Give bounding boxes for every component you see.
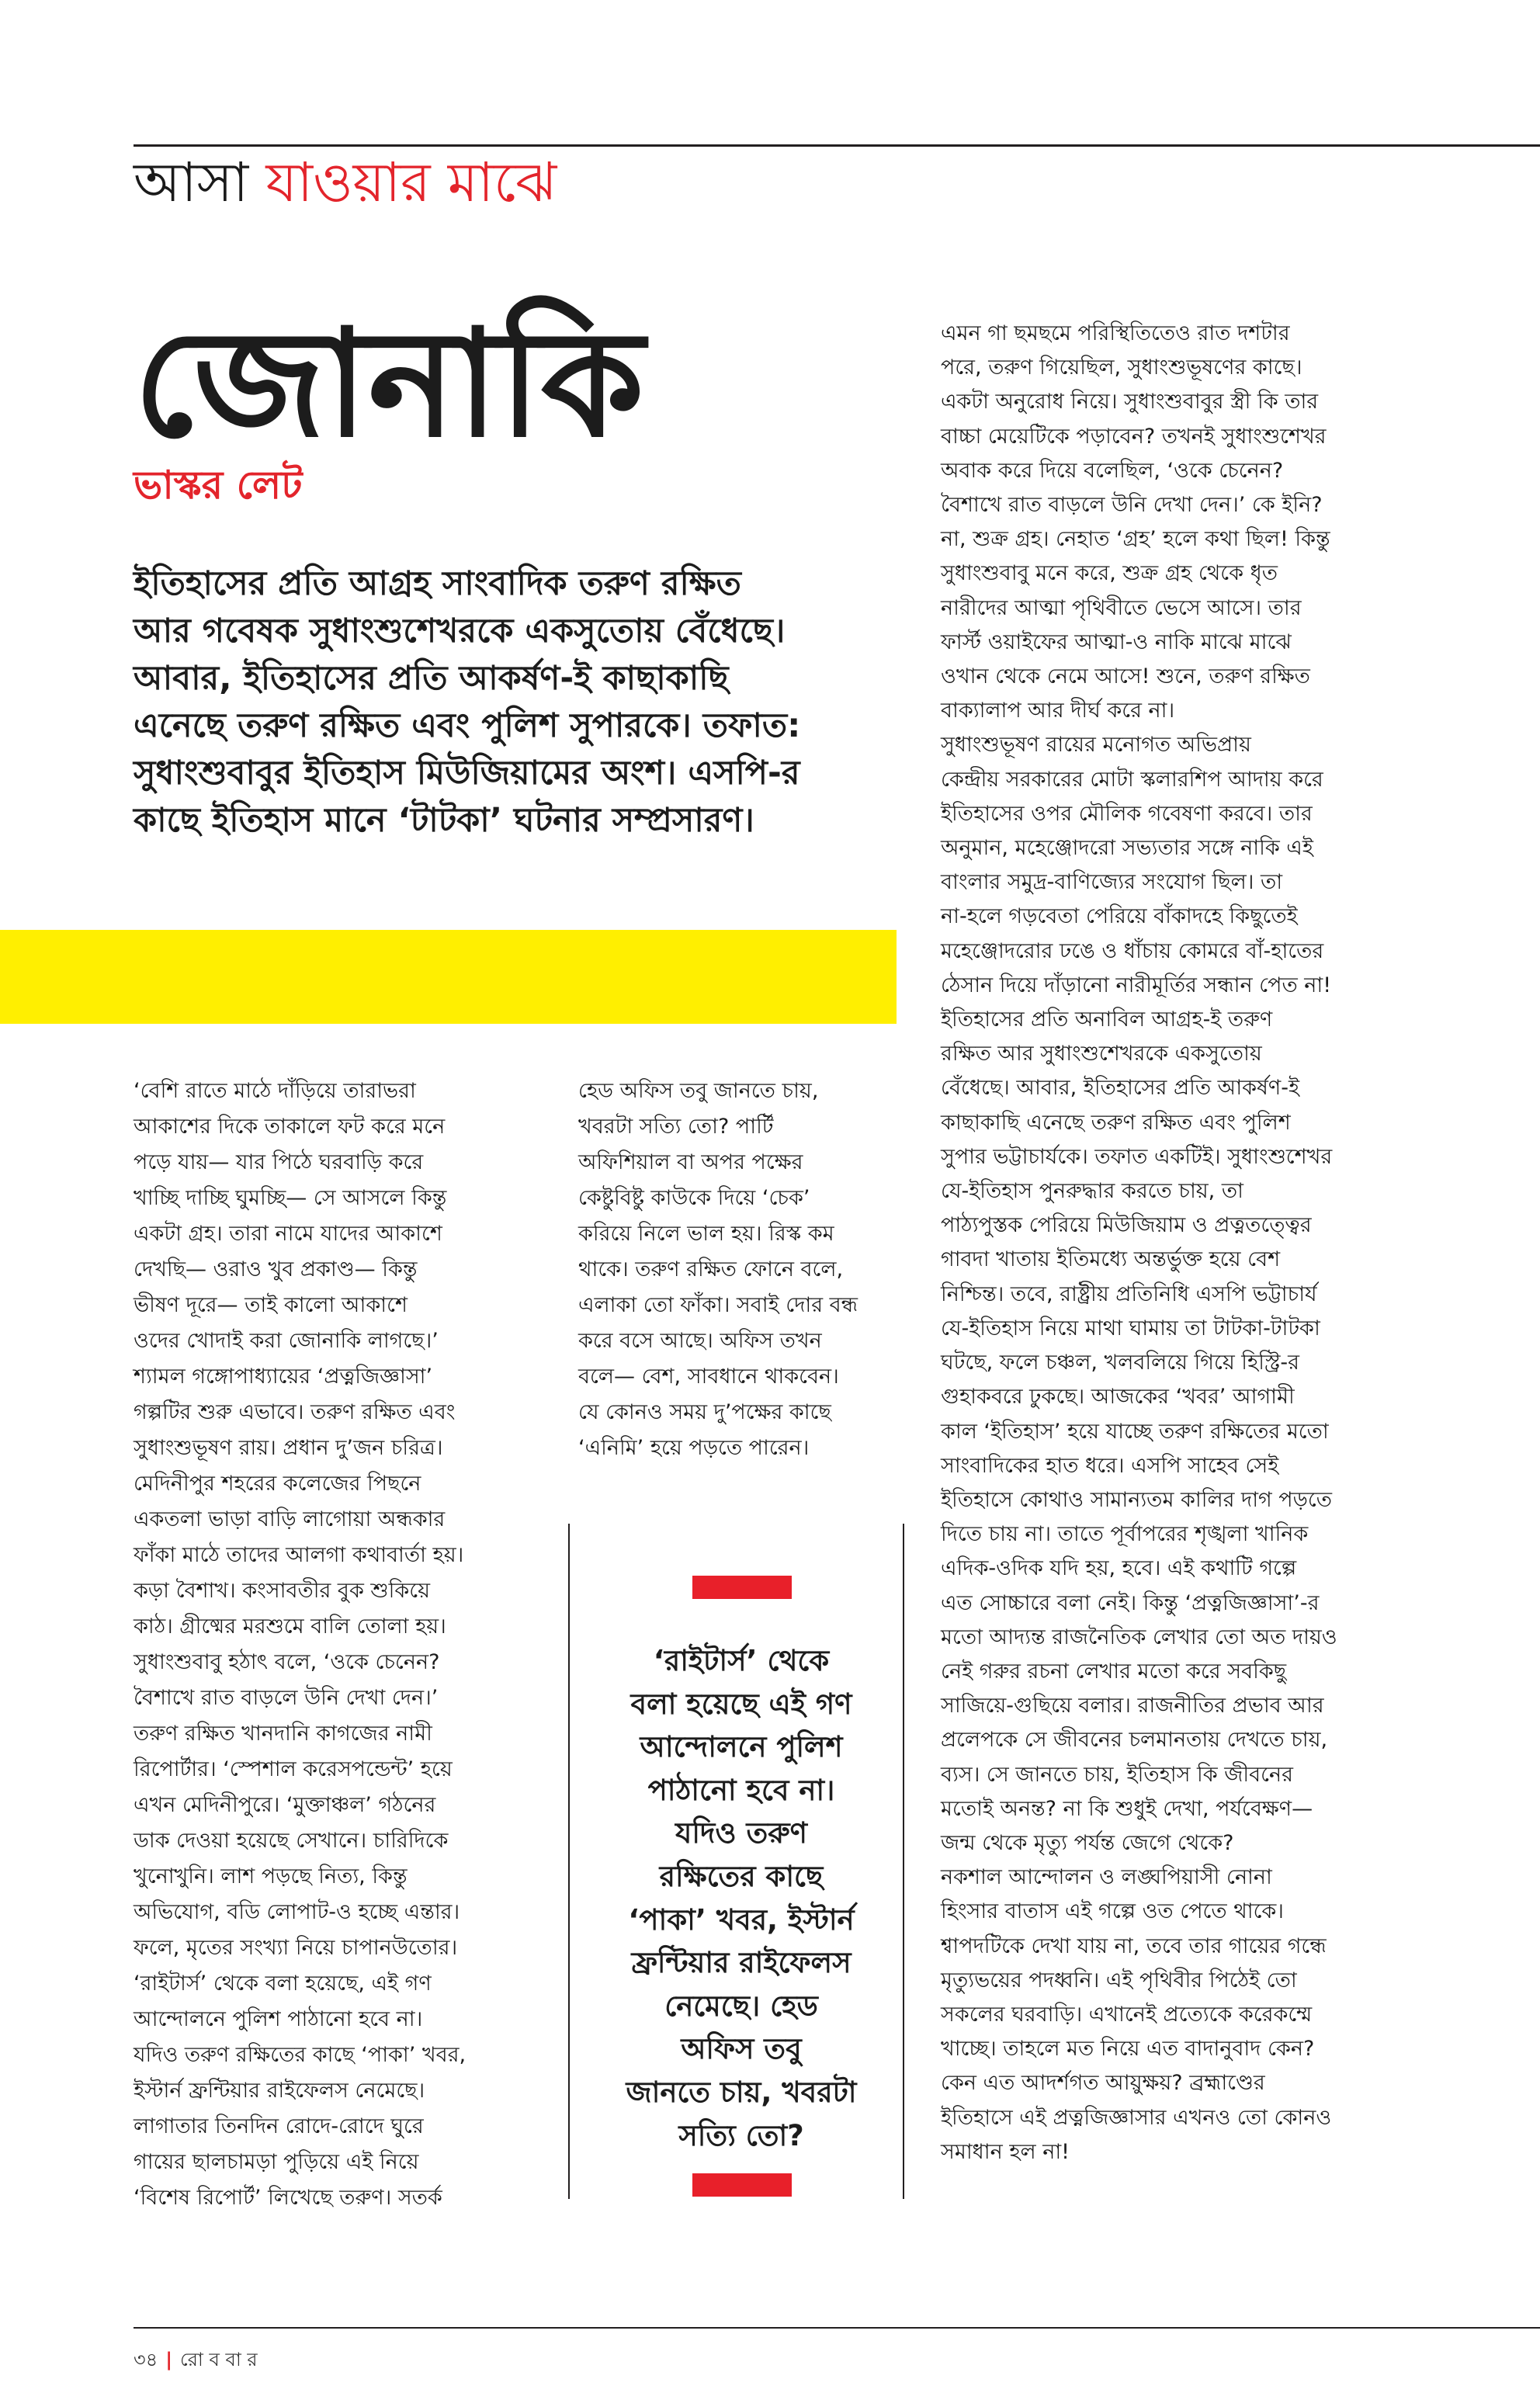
body-line: কাঠ। গ্রীষ্মের মরশুমে বালি তোলা হয়। bbox=[134, 1614, 446, 1639]
body-line: খাচ্ছি দাচ্ছি ঘুমচ্ছি— সে আসলে কিন্তু bbox=[134, 1186, 447, 1210]
pull-quote-line: রক্ষিতের কাছে bbox=[659, 1859, 824, 1893]
bottom-rule bbox=[134, 2327, 1540, 2329]
body-line: বাচ্চা মেয়েটিকে পড়াবেন? তখনই সুধাংশুশেখর bbox=[941, 424, 1327, 449]
body-line: অনুমান, মহেঞ্জোদরো সভ্যতার সঙ্গে নাকি এই bbox=[941, 836, 1313, 861]
section-label-part1: আসা bbox=[134, 151, 249, 214]
body-line: ঠেসান দিয়ে দাঁড়ানো নারীমূর্তির সন্ধান পেত না! bbox=[941, 973, 1332, 997]
pull-quote-line: ‘পাকা’ খবর, ইস্টার্ন bbox=[628, 1902, 855, 1937]
body-line: হিংসার বাতাস এই গল্পে ওত পেতে থাকে। bbox=[941, 1899, 1284, 1924]
column-divider bbox=[568, 1524, 570, 2199]
pull-quote-line: জানতে চায়, খবরটা bbox=[626, 2075, 857, 2109]
body-line: সুধাংশুবাবু মনে করে, শুক্র গ্রহ থেকে ধৃত bbox=[941, 561, 1278, 586]
body-line: বেঁধেছে। আবার, ইতিহাসের প্রতি আকর্ষণ-ই bbox=[941, 1076, 1300, 1101]
body-line: নিশ্চিন্ত। তবে, রাষ্ট্রীয় প্রতিনিধি এসপি ভট্টাচার্য bbox=[941, 1281, 1317, 1306]
body-line: কড়া বৈশাখ। কংসাবতীর বুক শুকিয়ে bbox=[134, 1579, 431, 1603]
body-column-2 bbox=[578, 1073, 858, 1466]
body-column-3 bbox=[941, 317, 1337, 2169]
body-line: বাংলার সমুদ্র-বাণিজ্যের সংযোগ ছিল। তা bbox=[941, 870, 1283, 895]
body-line: সাজিয়ে-গুছিয়ে বলার। রাজনীতির প্রভাব আর bbox=[941, 1694, 1324, 1718]
body-line: ব্যস। সে জানতে চায়, ইতিহাস কি জীবনের bbox=[941, 1762, 1293, 1787]
body-line: এমন গা ছমছমে পরিস্থিতিতেও রাত দশটার bbox=[941, 321, 1290, 345]
body-line: কেষ্টুবিষ্টু কাউকে দিয়ে ‘চেক’ bbox=[578, 1186, 810, 1210]
pull-quote-box bbox=[578, 1576, 904, 2197]
body-line: লাগাতার তিনদিন রোদে-রোদে ঘুরে bbox=[134, 2114, 424, 2138]
body-line: করে বসে আছে। অফিস তখন bbox=[578, 1329, 822, 1353]
pull-quote-line: সত্যি তো? bbox=[678, 2118, 804, 2152]
body-line: জন্ম থেকে মৃত্যু পর্যন্ত জেগে থেকে? bbox=[941, 1830, 1234, 1855]
body-line: মতো আদ্যন্ত রাজনৈতিক লেখার তো অত দায়ও bbox=[941, 1625, 1337, 1649]
body-line: যদিও তরুণ রক্ষিতের কাছে ‘পাকা’ খবর, bbox=[134, 2043, 467, 2067]
body-line: ইতিহাসের প্রতি অনাবিল আগ্রহ-ই তরুণ bbox=[941, 1007, 1273, 1032]
body-line: সুধাংশুভূষণ রায়। প্রধান দু’জন চরিত্র। bbox=[134, 1436, 443, 1460]
body-line: মৃত্যুভয়ের পদধ্বনি। এই পৃথিবীর পিঠেই তো bbox=[941, 1968, 1297, 1992]
body-line: গল্পটির শুরু এভাবে। তরুণ রক্ষিত এবং bbox=[134, 1400, 456, 1424]
body-line: দিতে চায় না। তাতে পূর্বাপরের শৃঙ্খলা খানিক bbox=[941, 1522, 1309, 1547]
article-intro bbox=[134, 560, 917, 844]
pull-quote-line: অফিস তবু bbox=[681, 2032, 802, 2066]
body-line: বলে— বেশ, সাবধানে থাকবেন। bbox=[578, 1365, 839, 1389]
body-line: নকশাল আন্দোলন ও লঙ্ঘপিয়াসী নোনা bbox=[941, 1865, 1272, 1890]
magazine-name: রো ব বা র bbox=[179, 2349, 258, 2370]
body-line: এলাকা তো ফাঁকা। সবাই দোর বন্ধ bbox=[578, 1293, 858, 1317]
body-line: দেখছি— ওরাও খুব প্রকাণ্ড— কিন্তু bbox=[134, 1257, 418, 1281]
body-line: এত সোচ্চারে বলা নেই। কিন্তু ‘প্রত্নজিজ্ঞাসা’-র bbox=[941, 1590, 1320, 1615]
body-line: সাংবাদিকের হাত ধরে। এসপি সাহেব সেই bbox=[941, 1453, 1279, 1478]
body-line: ঘটছে, ফলে চঞ্চল, খলবলিয়ে গিয়ে হিস্ট্রি-র bbox=[941, 1351, 1300, 1375]
body-line: নেই গরুর রচনা লেখার মতো করে সবকিছু bbox=[941, 1659, 1287, 1684]
body-line: না, শুক্র গ্রহ। নেহাত ‘গ্রহ’ হলে কথা ছিল! কিন্তু bbox=[941, 527, 1330, 552]
body-line: পরে, তরুণ গিয়েছিল, সুধাংশুভূষণের কাছে। bbox=[941, 355, 1302, 380]
body-line: কেন্দ্রীয় সরকারের মোটা স্কলারশিপ আদায় করে bbox=[941, 767, 1323, 792]
pull-quote-line: যদিও তরুণ bbox=[675, 1816, 807, 1850]
pull-quote-line: নেমেছে। হেড bbox=[664, 1989, 818, 2023]
body-line: নারীদের আত্মা পৃথিবীতে ভেসে আসে। তার bbox=[941, 595, 1302, 620]
body-line: করিয়ে নিলে ভাল হয়। রিস্ক কম bbox=[578, 1222, 834, 1246]
body-line: একতলা ভাড়া বাড়ি লাগোয়া অন্ধকার bbox=[134, 1507, 446, 1531]
body-line: কাল ‘ইতিহাস’ হয়ে যাচ্ছে তরুণ রক্ষিতের মতো bbox=[941, 1419, 1329, 1444]
body-line: গাবদা খাতায় ইতিমধ্যে অন্তর্ভুক্ত হয়ে বেশ bbox=[941, 1247, 1281, 1272]
body-line: খবরটা সত্যি তো? পার্টি bbox=[578, 1115, 774, 1139]
body-line: ‘এনিমি’ হয়ে পড়তে পারেন। bbox=[578, 1436, 810, 1460]
intro-line: আবার, ইতিহাসের প্রতি আকর্ষণ-ই কাছাকাছি bbox=[134, 659, 729, 698]
pull-quote-bottom-bar bbox=[692, 2173, 792, 2197]
body-line: মহেঞ্জোদরোর ঢঙে ও ধাঁচায় কোমরে বাঁ-হাতের bbox=[941, 938, 1324, 963]
body-line: রক্ষিত আর সুধাংশুশেখরকে একসুতোয় bbox=[941, 1042, 1262, 1066]
intro-line: এনেছে তরুণ রক্ষিত এবং পুলিশ সুপারকে। তফাত: bbox=[134, 706, 801, 745]
body-line: বৈশাখে রাত বাড়লে উনি দেখা দেন।’ কে ইনি? bbox=[941, 493, 1323, 518]
body-line: না-হলে গড়বেতা পেরিয়ে বাঁকাদহে কিছুতেই bbox=[941, 904, 1298, 929]
body-line: যে কোনও সময় দু’পক্ষের কাছে bbox=[578, 1400, 831, 1424]
body-line: এদিক-ওদিক যদি হয়, হবে। এই কথাটি গল্পে bbox=[941, 1556, 1297, 1581]
body-line: হেড অফিস তবু জানতে চায়, bbox=[578, 1079, 819, 1103]
intro-line: ইতিহাসের প্রতি আগ্রহ সাংবাদিক তরুণ রক্ষিত bbox=[134, 564, 741, 603]
body-line: ওদের খোদাই করা জোনাকি লাগছে।’ bbox=[134, 1329, 439, 1353]
intro-line: আর গবেষক সুধাংশুশেখরকে একসুতোয় বেঁধেছে। bbox=[134, 612, 786, 650]
body-line: ডাক দেওয়া হয়েছে সেখানে। চারিদিকে bbox=[134, 1829, 449, 1853]
body-line: কেন এত আদর্শগত আয়ুক্ষয়? ব্রহ্মাণ্ডের bbox=[941, 2071, 1265, 2096]
pull-quote-line: বলা হয়েছে এই গণ bbox=[630, 1687, 852, 1721]
body-line: সুপার ভট্টাচার্যকে। তফাত একটিই। সুধাংশুশেখর bbox=[941, 1144, 1333, 1169]
body-line: ফার্স্ট ওয়াইফের আত্মা-ও নাকি মাঝে মাঝে bbox=[941, 629, 1292, 654]
body-line: গুহাকবরে ঢুকছে। আজকের ‘খবর’ আগামী bbox=[941, 1385, 1295, 1410]
top-rule bbox=[134, 144, 1540, 147]
body-line: মতোই অনন্ত? না কি শুধুই দেখা, পর্যবেক্ষণ— bbox=[941, 1796, 1313, 1821]
body-line: সমাধান হল না! bbox=[941, 2139, 1070, 2164]
article-title: জোনাকি bbox=[134, 298, 644, 470]
body-line: প্রলেপকে সে জীবনের চলমানতায় দেখতে চায়, bbox=[941, 1728, 1328, 1753]
section-label-part2: যাওয়ার মাঝে bbox=[265, 151, 557, 214]
author-byline: ভাস্কর লেট bbox=[134, 463, 303, 508]
body-line: ফলে, মৃতের সংখ্যা নিয়ে চাপানউতোর। bbox=[134, 1936, 458, 1960]
body-line: ‘রাইটার্স’ থেকে বলা হয়েছে, এই গণ bbox=[134, 1972, 432, 1996]
pull-quote-line: পাঠানো হবে না। bbox=[647, 1773, 835, 1807]
body-line: তরুণ রক্ষিত খানদানি কাগজের নামী bbox=[134, 1722, 432, 1746]
body-line: অফিশিয়াল বা অপর পক্ষের bbox=[578, 1150, 803, 1174]
intro-line: সুধাংশুবাবুর ইতিহাস মিউজিয়ামের অংশ। এসপি-র bbox=[134, 754, 800, 792]
body-line: ভীষণ দূরে— তাই কালো আকাশে bbox=[134, 1293, 408, 1317]
body-line: থাকে। তরুণ রক্ষিত ফোনে বলে, bbox=[578, 1257, 844, 1281]
yellow-highlight-band bbox=[0, 930, 897, 1024]
body-line: সুধাংশুবাবু হঠাৎ বলে, ‘ওকে চেনেন? bbox=[134, 1650, 440, 1674]
body-line: ইস্টার্ন ফ্রন্টিয়ার রাইফেলস নেমেছে। bbox=[134, 2079, 425, 2103]
body-line: ইতিহাসে এই প্রত্নজিজ্ঞাসার এখনও তো কোনও bbox=[941, 2105, 1332, 2130]
body-line: ইতিহাসের ওপর মৌলিক গবেষণা করবে। তার bbox=[941, 801, 1313, 826]
body-line: অভিযোগ, বডি লোপাট-ও হচ্ছে এন্তার। bbox=[134, 1900, 460, 1924]
body-line: একটা গ্রহ। তারা নামে যাদের আকাশে bbox=[134, 1222, 442, 1246]
body-line: ইতিহাসে কোথাও সামান্যতম কালির দাগ পড়তে bbox=[941, 1487, 1333, 1512]
page-number: ৩৪ bbox=[134, 2349, 158, 2370]
body-line: বৈশাখে রাত বাড়লে উনি দেখা দেন।’ bbox=[134, 1686, 439, 1710]
body-line: সুধাংশুভূষণ রায়ের মনোগত অভিপ্রায় bbox=[941, 733, 1251, 758]
body-line: খাচ্ছে। তাহলে মত নিয়ে এত বাদানুবাদ কেন? bbox=[941, 2037, 1315, 2062]
body-line: পাঠ্যপুস্তক পেরিয়ে মিউজিয়াম ও প্রত্নতত্ত্বের bbox=[941, 1213, 1312, 1238]
body-line: শ্যামল গঙ্গোপাধ্যায়ের ‘প্রত্নজিজ্ঞাসা’ bbox=[134, 1365, 433, 1389]
body-line: খুনোখুনি। লাশ পড়ছে নিত্য, কিন্তু bbox=[134, 1864, 408, 1888]
body-line: বাক্যালাপ আর দীর্ঘ করে না। bbox=[941, 699, 1175, 723]
pull-quote-top-bar bbox=[692, 1576, 792, 1599]
body-line: সকলের ঘরবাড়ি। এখানেই প্রত্যেকে করেকম্মে bbox=[941, 2002, 1313, 2027]
pull-quote-line: আন্দোলনে পুলিশ bbox=[640, 1730, 843, 1764]
pull-quote-text bbox=[578, 1639, 904, 2157]
intro-line: কাছে ইতিহাস মানে ‘টাটকা’ ঘটনার সম্প্রসারণ। bbox=[134, 801, 754, 840]
body-line: ফাঁকা মাঠে তাদের আলগা কথাবার্তা হয়। bbox=[134, 1543, 464, 1567]
body-line: ‘বেশি রাতে মাঠে দাঁড়িয়ে তারাভরা bbox=[134, 1079, 416, 1103]
body-line: যে-ইতিহাস নিয়ে মাথা ঘামায় তা টাটকা-টাটকা bbox=[941, 1316, 1320, 1340]
body-line: পড়ে যায়— যার পিঠে ঘরবাড়ি করে bbox=[134, 1150, 424, 1174]
body-line: কাছাকাছি এনেছে তরুণ রক্ষিত এবং পুলিশ bbox=[941, 1110, 1291, 1135]
body-line: যে-ইতিহাস পুনরুদ্ধার করতে চায়, তা bbox=[941, 1179, 1243, 1204]
body-line: এখন মেদিনীপুরে। ‘মুক্তাঞ্চল’ গঠনের bbox=[134, 1793, 436, 1817]
section-label bbox=[134, 151, 557, 214]
pull-quote-line: ‘রাইটার্স’ থেকে bbox=[653, 1644, 830, 1677]
body-line: আকাশের দিকে তাকালে ফট করে মনে bbox=[134, 1115, 446, 1139]
body-line: গায়ের ছালচামড়া পুড়িয়ে এই নিয়ে bbox=[134, 2150, 419, 2174]
body-line: ‘বিশেষ রিপোর্ট’ লিখেছে তরুণ। সতর্ক bbox=[134, 2186, 442, 2210]
body-line: রিপোর্টার। ‘স্পেশাল করেসপন্ডেন্ট’ হয়ে bbox=[134, 1757, 453, 1781]
body-line: অবাক করে দিয়ে বলেছিল, ‘ওকে চেনেন? bbox=[941, 458, 1284, 483]
pull-quote-line: ফ্রন্টিয়ার রাইফেলস bbox=[631, 1946, 852, 1980]
footer-separator: | bbox=[165, 2349, 172, 2370]
body-line: একটা অনুরোধ নিয়ে। সুধাংশুবাবুর স্ত্রী কি তার bbox=[941, 390, 1319, 414]
page-footer bbox=[134, 2350, 258, 2369]
body-line: ওখান থেকে নেমে আসে! শুনে, তরুণ রক্ষিত bbox=[941, 664, 1310, 689]
body-line: শ্বাপদটিকে দেখা যায় না, তবে তার গায়ের গন্ধে bbox=[941, 1933, 1327, 1958]
body-column-1 bbox=[134, 1073, 466, 2216]
body-line: মেদিনীপুর শহরের কলেজের পিছনে bbox=[134, 1472, 421, 1496]
body-line: আন্দোলনে পুলিশ পাঠানো হবে না। bbox=[134, 2007, 423, 2031]
